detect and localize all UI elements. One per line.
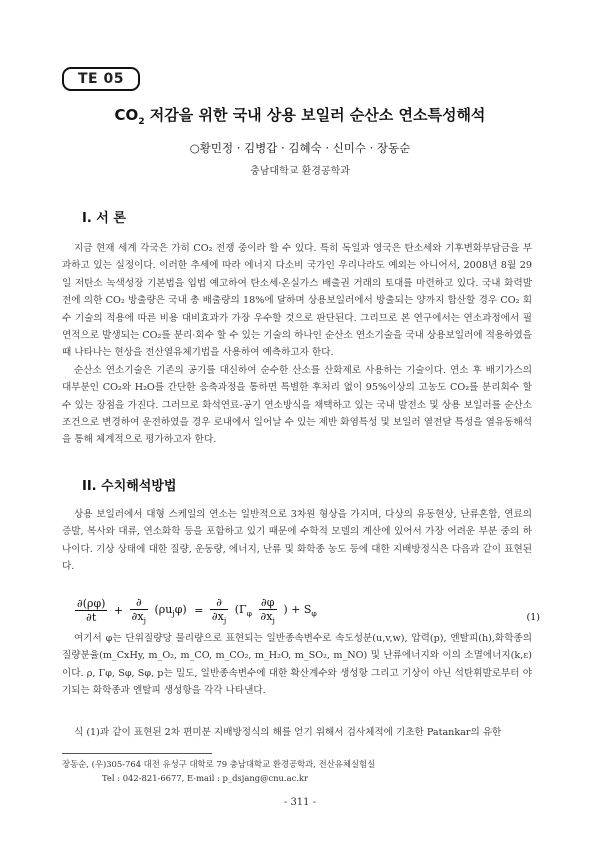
footnote <box>62 757 532 785</box>
method-paragraph-3: 식 (1)과 같이 표현된 2차 편미분 지배방정식의 해를 얻기 위해서 검사체적에 기초한 Patankar의 유한 <box>74 727 502 738</box>
footnote-address: 장동순, (우)305-764 대전 유성구 대학로 79 충남대학교 환경공학과, 전산유체실험실 <box>62 759 376 769</box>
governing-equation <box>74 586 540 636</box>
method-paragraph-1: 상용 보일러에서 대형 스케일의 연소는 일반적으로 3차원 형상을 가지며, 다상의 유동현상, 난류혼합, 연료의 증발, 복사와 대류, 연소화학 등을 포함하고 있기 때문에 수학적 모델의 계산에 있어서 가장 어려운 부분 중의 하나이다. 기상 상태에 대한 질량, 운동량, 에너지, 난류 및 화학종 농도 등에 대한 지배방정식은 다음과 같이 표현된다. <box>62 509 532 573</box>
section-heading-method: II. 수치해석방법 <box>82 479 177 494</box>
method-body-1 <box>62 506 532 576</box>
method-paragraph-2: 여기서 φ는 단위질량당 물리량으로 표현되는 일반종속변수로 속도성분(u,v,w), 압력(p), 엔탈피(h),화학종의 질량분율(m_CxHy, m_O₂, m_CO, m_CO₂, m_H₂O, m_SO₂, m_NO) 및 난류에너지와 이의 소멸에너지(k,ε)이다. ρ, Γφ, Sφ, Sφ, p는 밀도, 일반종속변수에 대한 확산계수와 생성항 그리고 기상이 아닌 석탄휘발로부터 야기되는 화학종과 엔탈피 생성항을 각각 나타낸다. <box>62 633 532 697</box>
section-heading-intro: I. 서 론 <box>82 211 126 226</box>
footnote-divider <box>62 753 212 754</box>
paper-title: $CO_2$ 저감을 위한 국내 상용 보일러 순산소 연소특성해석 <box>114 106 486 127</box>
equation-expression: $\frac{\partial(\rho\varphi)}{\partial t}$ + $\frac{\partial}{\partial x_j}$ $(\rho u_j\varphi)$ = $\frac{\partial}{\partial x_j}$ ($\Gamma_\varphi$ $\frac{\partial\varphi}{\partial x_j}$ ) + $S_\varphi$ <box>77 596 317 626</box>
session-tag: TE 05 <box>62 67 140 91</box>
method-body-2 <box>62 630 532 700</box>
intro-paragraph-1: 지금 현재 세계 각국은 가히 CO₂ 전쟁 중이라 할 수 있다. 특히 독일과 영국은 탄소세와 기후변화부담금을 부과하고 있는 실정이다. 이러한 추세에 따라 에너지 다소비 국가인 우리나라도 예외는 아니어서, 2008년 8월 29일 저탄소 녹색성장 기본법을 입법 예고하여 탄소세·온실가스 배출권 거래의 토대를 마련하고 있다. 국내 화력발전에 의한 CO₂ 방출량은 국내 총 배출량의 18%에 달하며 상용보일러에서 방출되는 양까지 합산할 경우 CO₂ 회수 기술의 적용에 따른 비용 대비효과가 가장 우수할 것으로 판단된다. 그리므로 본 연구에서는 연소과정에서 필연적으로 발생되는 CO₂를 분리·회수 할 수 있는 기술의 하나인 순산소 연소기술을 국내 상용보일러에 적용하였을 때 나타나는 현상을 전산열유체기법을 사용하여 예측하고자 한다. <box>62 243 532 359</box>
author-list: ○황민정 · 김병갑 · 김혜숙 · 신미수 · 장동순 <box>189 141 411 155</box>
page-number: - 311 - <box>283 797 317 808</box>
footnote-contact: Tel : 042-821-6677, E-mail : p_dsjang@cnu.ac.kr <box>102 773 309 783</box>
affiliation: 충남대학교 환경공학과 <box>250 166 350 177</box>
equation-number: (1) <box>526 612 540 623</box>
intro-body <box>62 240 532 449</box>
method-body-3 <box>62 724 532 741</box>
intro-paragraph-2: 순산소 연소기술은 기존의 공기를 대신하여 순수한 산소를 산화제로 사용하는 기술이다. 연소 후 배기가스의 대부분인 CO₂와 H₂O를 간단한 응축과정을 통하면 특별한 후처리 없이 95%이상의 고농도 CO₂를 분리회수 할 수 있는 장점을 가진다. 그러므로 화석연료-공기 연소방식을 채택하고 있는 국내 발전소 및 상용 보일러를 순산소 조건으로 변경하여 운전하였을 경우 로내에서 일어날 수 있는 제반 화염특성 및 보일러 열전달 특성을 열유동해석을 통해 체계적으로 평가하고자 한다. <box>62 364 532 446</box>
